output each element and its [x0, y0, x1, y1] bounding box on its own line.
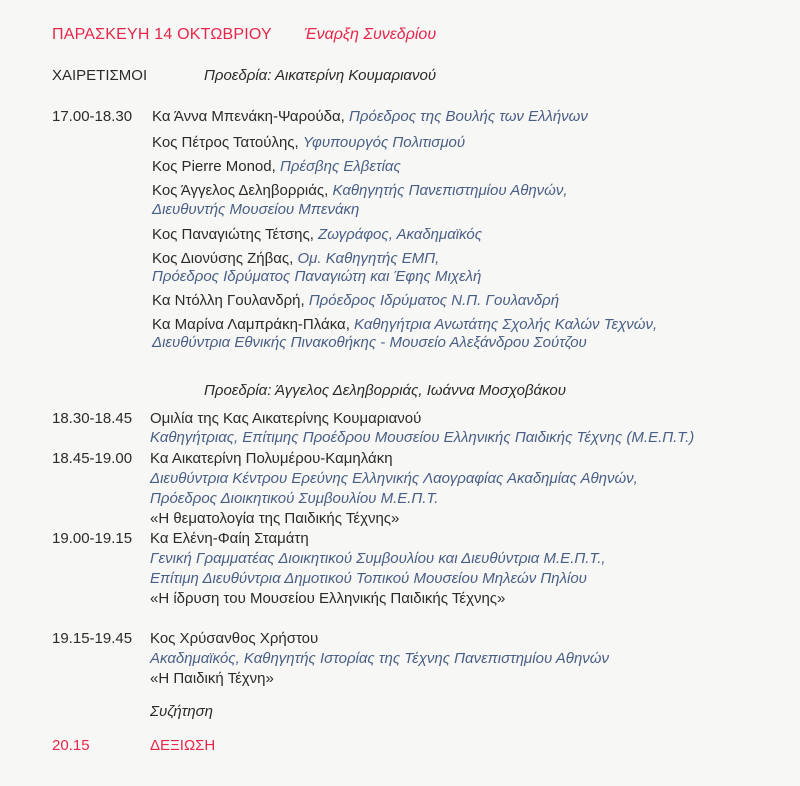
speaker-name: Κος Πέτρος Τατούλης,	[152, 134, 299, 151]
talk-affiliation: Γενική Γραμματέας Διοικητικού Συμβουλίου και Διευθύντρια Μ.Ε.Π.Τ.,	[150, 550, 606, 567]
speaker-role-2: Διευθύντρια Εθνικής Πινακοθήκης - Μουσείο Αλεξάνδρου Σούτζου	[152, 334, 587, 351]
speaker-role: Ζωγράφος, Ακαδημαϊκός	[318, 226, 483, 243]
talk-speaker: Ομιλία της Κας Αικατερίνης Κουμαριανού	[150, 410, 422, 427]
speaker-name: Κος Διονύσης Ζήβας,	[152, 250, 294, 267]
speaker-role: Πρέσβης Ελβετίας	[279, 158, 401, 175]
speaker-name: Κα Ντόλλη Γουλανδρή,	[152, 292, 305, 309]
speaker-name: Κα Μαρίνα Λαμπράκη-Πλάκα,	[152, 316, 350, 333]
talk-affiliation: Ακαδημαϊκός, Καθηγητής Ιστορίας της Τέχνης Πανεπιστημίου Αθηνών	[150, 650, 609, 667]
talk-title: «Η Παιδική Τέχνη»	[150, 670, 274, 687]
speaker-5	[152, 250, 439, 268]
speaker-role: Πρόεδρος της Βουλής των Ελλήνων	[349, 108, 588, 125]
talk-time: 19.15-19.45	[52, 630, 133, 647]
speaker-6	[152, 292, 559, 310]
opening-time: 17.00-18.30	[52, 108, 133, 125]
talk-time: 18.30-18.45	[52, 410, 133, 427]
speaker-3	[152, 182, 568, 200]
speaker-name: Κα Άννα Μπενάκη-Ψαρούδα,	[152, 108, 345, 125]
speaker-name: Κος Άγγελος Δεληβορριάς,	[152, 182, 329, 199]
header-day: ΠΑΡΑΣΚΕΥΗ 14 ΟΚΤΩΒΡΙΟΥ	[52, 26, 272, 43]
discussion-label: Συζήτηση	[150, 703, 213, 720]
talk-title: «Η θεματολογία της Παιδικής Τέχνης»	[150, 510, 400, 527]
talk-affiliation: Επίτιμη Διευθύντρια Δημοτικού Τοπικού Μουσείου Μηλεών Πηλίου	[150, 570, 587, 587]
speaker-name: Κος Παναγιώτης Τέτσης,	[152, 226, 314, 243]
header-title: Έναρξη Συνεδρίου	[304, 26, 437, 43]
reception-time: 20.15	[52, 737, 90, 754]
speaker-role: Πρόεδρος Ιδρύματος Ν.Π. Γουλανδρή	[308, 292, 560, 309]
talk-time: 19.00-19.15	[52, 530, 133, 547]
talk-affiliation: Πρόεδρος Διοικητικού Συμβουλίου Μ.Ε.Π.Τ.	[150, 490, 439, 507]
speaker-0	[152, 108, 588, 126]
speaker-2	[152, 158, 401, 176]
talk-affiliation: Καθηγήτριας, Επίτιμης Προέδρου Μουσείου Ελληνικής Παιδικής Τέχνης (Μ.Ε.Π.Τ.)	[150, 429, 695, 446]
speaker-4	[152, 226, 482, 244]
speaker-role: Καθηγήτρια Ανωτάτης Σχολής Καλών Τεχνών,	[354, 316, 658, 333]
speaker-role: Υφυπουργός Πολιτισμού	[302, 134, 466, 151]
greetings-chair: Προεδρία: Αικατερίνη Κουμαριανού	[204, 67, 437, 84]
session-chair: Προεδρία: Άγγελος Δεληβορριάς, Ιωάννα Μοσχοβάκου	[204, 382, 567, 399]
speaker-role-2: Διευθυντής Μουσείου Μπενάκη	[152, 201, 360, 218]
speaker-role-2: Πρόεδρος Ιδρύματος Παναγιώτη και Έφης Μιχελή	[152, 268, 482, 285]
talk-title: «Η ίδρυση του Μουσείου Ελληνικής Παιδικής Τέχνης»	[150, 590, 506, 607]
speaker-1	[152, 134, 465, 152]
reception-label: ΔΕΞΙΩΣΗ	[150, 737, 216, 754]
speaker-role: Ομ. Καθηγητής ΕΜΠ,	[297, 250, 440, 267]
talk-speaker: Κος Χρύσανθος Χρήστου	[150, 630, 319, 647]
speaker-role: Καθηγητής Πανεπιστημίου Αθηνών,	[332, 182, 568, 199]
speaker-name: Κος Pierre Monod,	[152, 158, 276, 175]
talk-affiliation: Διευθύντρια Κέντρου Ερεύνης Ελληνικής Λαογραφίας Ακαδημίας Αθηνών,	[150, 470, 638, 487]
greetings-label: ΧΑΙΡΕΤΙΣΜΟΙ	[52, 67, 148, 84]
talk-speaker: Κα Αικατερίνη Πολυμέρου-Καμηλάκη	[150, 450, 393, 467]
speaker-7	[152, 316, 657, 334]
talk-speaker: Κα Ελένη-Φαίη Σταμάτη	[150, 530, 309, 547]
talk-time: 18.45-19.00	[52, 450, 133, 467]
